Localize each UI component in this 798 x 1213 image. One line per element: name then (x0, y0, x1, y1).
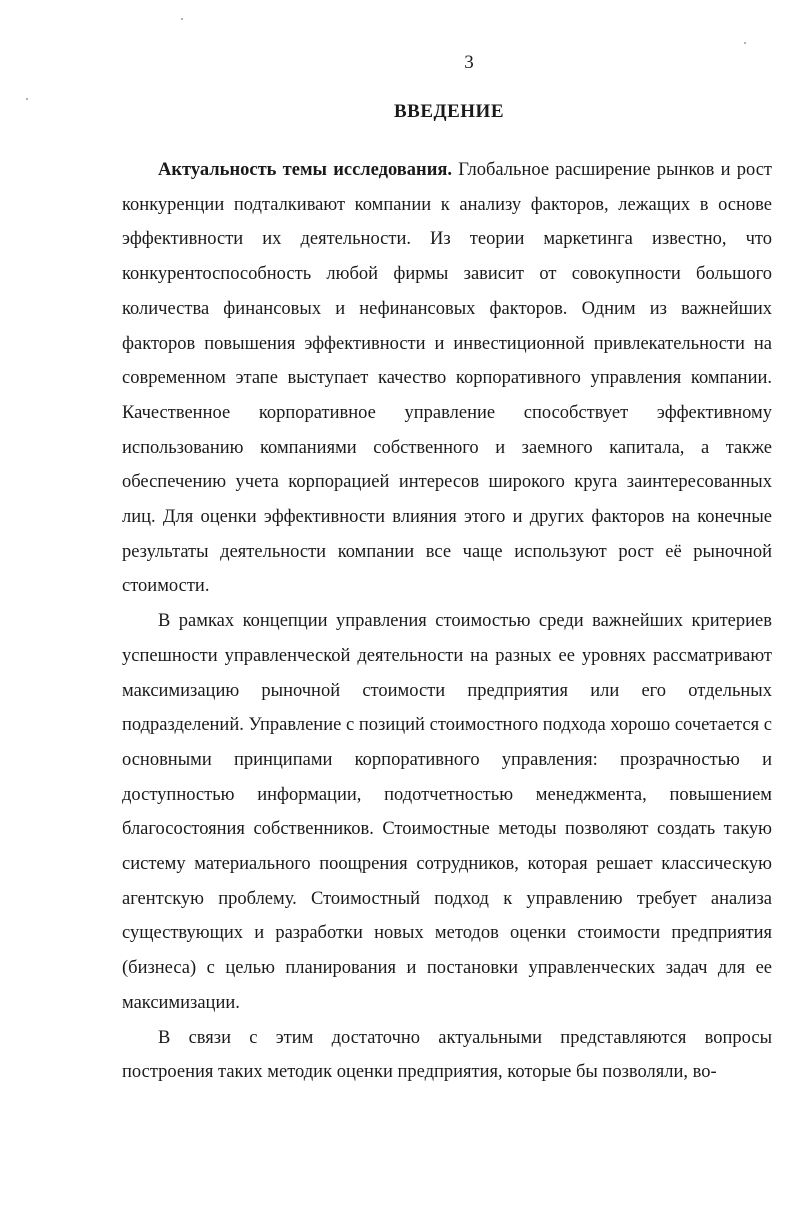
paragraph-text: Глобальное расширение рынков и рост конкуренции подталкивают компании к анализу факторов, лежащих в основе эффективности их деятельности. Из теории маркетинга известно, что конкурентоспособность любой фирмы зависит от совокупности большого количества финансовых и нефинансовых факторов. Одним из важнейших факторов повышения эффективности и инвестиционной привлекательности на современном этапе выступает качество корпоративного управления компании. Качественное корпоративное управление способствует эффективному использованию компаниями собственного и заемного капитала, а также обеспечению учета корпорацией интересов широкого круга заинтересованных лиц. Для оценки эффективности влияния этого и других факторов на конечные результаты деятельности компании все чаще используют рост её рыночной стоимости. (122, 160, 772, 597)
paragraph-lead: Актуальность темы исследования. (158, 160, 452, 180)
section-heading: ВВЕДЕНИЕ (394, 101, 504, 122)
page-number: 3 (464, 52, 474, 73)
scan-speck (744, 42, 746, 44)
paragraph-relevance (122, 153, 772, 604)
paragraph-value-management: В рамках концепции управления стоимостью среди важнейших критериев успешности управленческой деятельности на разных ее уровнях рассматривают максимизацию рыночной стоимости предприятия или его отдельных подразделений. Управление с позиций стоимостного подхода хорошо сочетается с основными принципами корпоративного управления: прозрачностью и доступностью информации, подотчетностью менеджмента, повышением благосостояния собственников. Стоимостные методы позволяют создать такую систему материального поощрения сотрудников, которая решает классическую агентскую проблему. Стоимостный подход к управлению требует анализа существующих и разработки новых методов оценки стоимости предприятия (бизнеса) с целью планирования и постановки управленческих задач для ее максимизации. (122, 611, 772, 1013)
body-text (122, 153, 772, 1090)
scan-speck (181, 18, 183, 20)
paragraph-methods: В связи с этим достаточно актуальными представляются вопросы построения таких методик оценки предприятия, которые бы позволяли, во- (122, 1027, 772, 1083)
scan-speck (26, 98, 28, 100)
